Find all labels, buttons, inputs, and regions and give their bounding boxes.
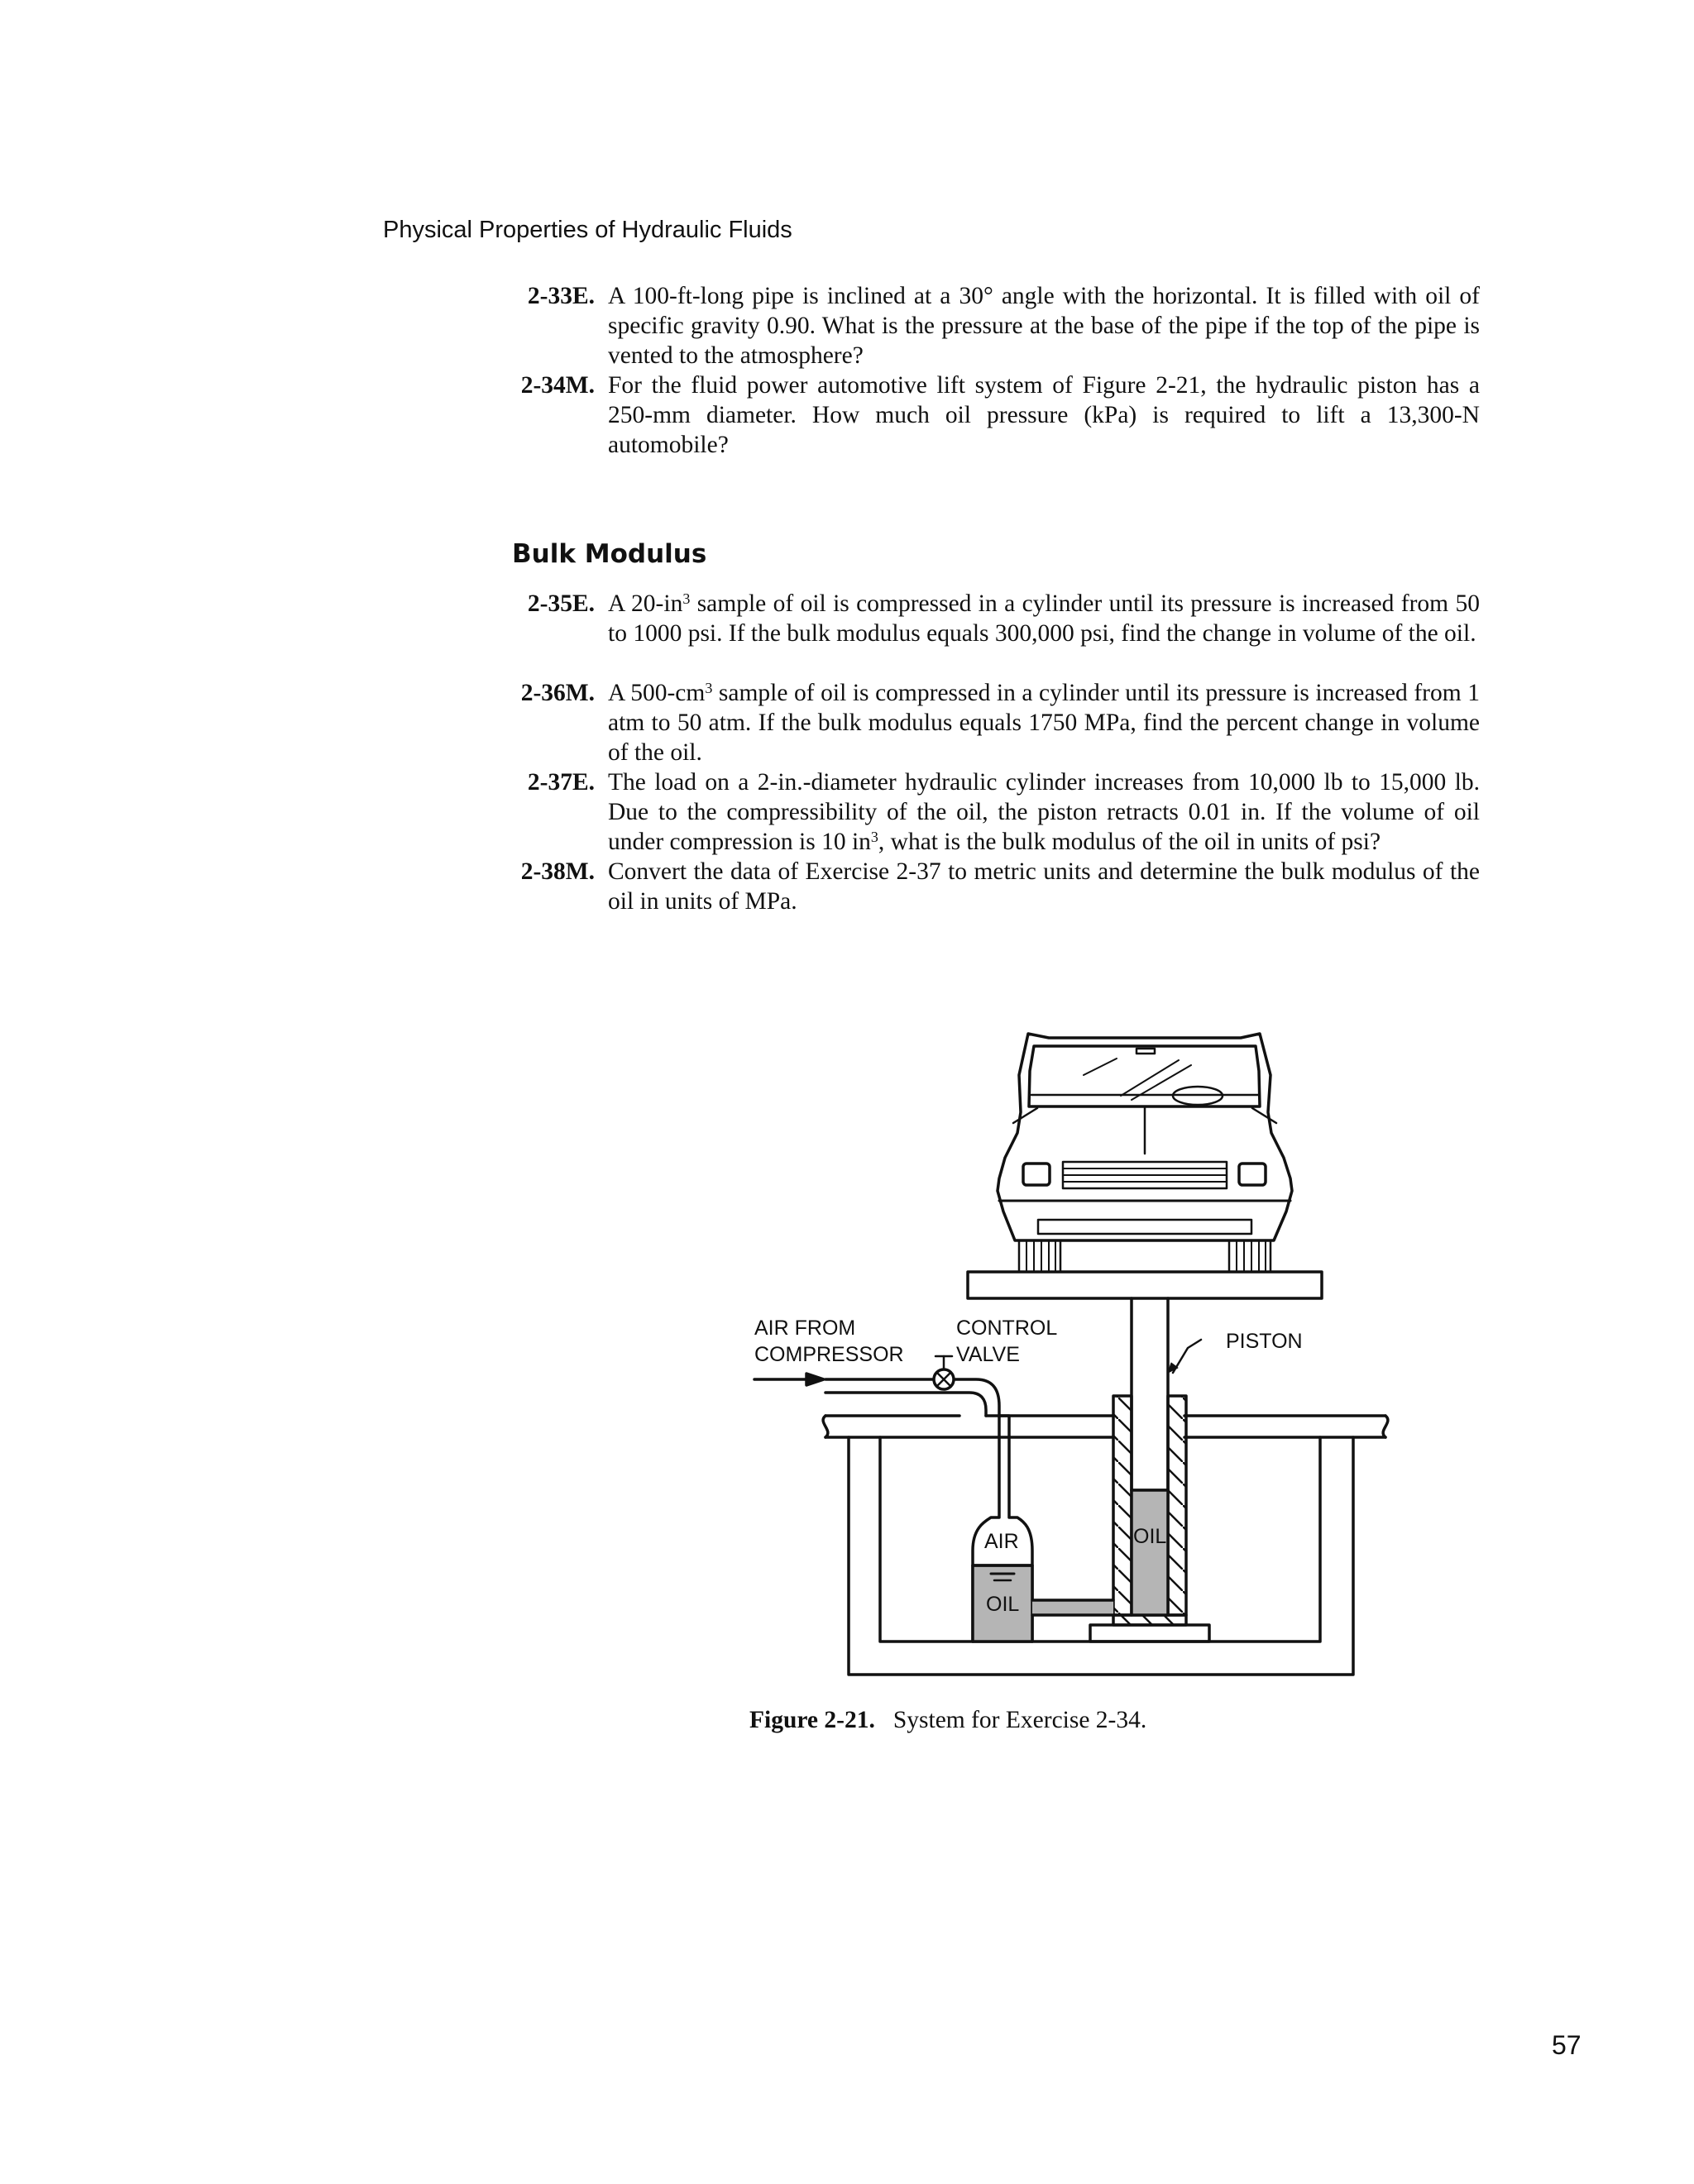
oil-line — [1032, 1600, 1113, 1615]
exercise-number: 2-33E. — [527, 283, 595, 309]
exercise-number: 2-36M. — [520, 680, 595, 706]
cylinder-oil — [1132, 1490, 1168, 1615]
exercise-text: Convert the data of Exercise 2-37 to metric units and determine the bulk modulus of the oil in units of MPa. — [608, 858, 1480, 915]
exercise-number: 2-34M. — [520, 372, 595, 399]
floor-slab — [823, 1416, 1388, 1437]
label-oil-cylinder: OIL — [1133, 1525, 1167, 1548]
label-valve: VALVE — [956, 1343, 1020, 1366]
exercise-text: A 100-ft-long pipe is inclined at a 30° angle with the horizontal. It is filled with oil of specific gravity 0.90. What is the pressure at the base of the pipe if the top of the pipe is vented to the atmosphere? — [608, 283, 1480, 369]
exercise-text: The load on a 2-in.-diameter hydraulic cylinder increases from 10,000 lb to 15,000 lb. Due to the compressibility of the oil, the piston retracts 0.01 in. If the volume of oil under compression is 10 $in^3$, what is the bulk modulus of the oil in units of psi? — [608, 769, 1480, 855]
label-air-from: AIR FROM — [754, 1317, 856, 1340]
exercise-number: 2-38M. — [520, 858, 595, 885]
piston-rod — [1132, 1298, 1168, 1490]
label-oil-tank: OIL — [986, 1593, 1020, 1616]
pit-walls — [849, 1437, 1353, 1675]
label-compressor: COMPRESSOR — [754, 1343, 904, 1366]
exercise-number: 2-37E. — [527, 769, 595, 796]
exercise-text: For the fluid power automotive lift system of Figure 2-21, the hydraulic piston has a 250-mm diameter. How much oil pressure (kPa) is required to lift a 13,300-N automobile? — [608, 372, 1480, 458]
automobile-illustration — [998, 1034, 1292, 1272]
air-supply-pipe — [825, 1371, 1009, 1416]
figure-caption — [749, 1707, 1146, 1734]
exercise-text: A $500-cm^3$ sample of oil is compressed in a cylinder until its pressure is increased from 1 atm to 50 atm. If the bulk modulus equals 1750 MPa, find the percent change in volume of the oil. — [608, 680, 1480, 766]
page-number: 57 — [1552, 2030, 1582, 2060]
arrowhead-icon — [806, 1374, 824, 1385]
running-head: Physical Properties of Hydraulic Fluids — [383, 217, 792, 243]
lift-platform — [968, 1272, 1322, 1298]
control-valve-icon — [934, 1356, 954, 1389]
caption-text: System for Exercise 2-34. — [892, 1707, 1147, 1733]
section-heading: Bulk Modulus — [512, 539, 707, 569]
exercise-number: 2-35E. — [527, 590, 595, 617]
caption-label: Figure 2-21. — [749, 1707, 875, 1733]
exercise-text: A $20-in^3$ sample of oil is compressed in a cylinder until its pressure is increased from 50 to 1000 psi. If the bulk modulus equals 300,000 psi, find the change in volume of the oil. — [608, 590, 1480, 647]
label-piston: PISTON — [1226, 1330, 1303, 1353]
label-air: AIR — [984, 1530, 1019, 1553]
label-control: CONTROL — [956, 1317, 1058, 1340]
